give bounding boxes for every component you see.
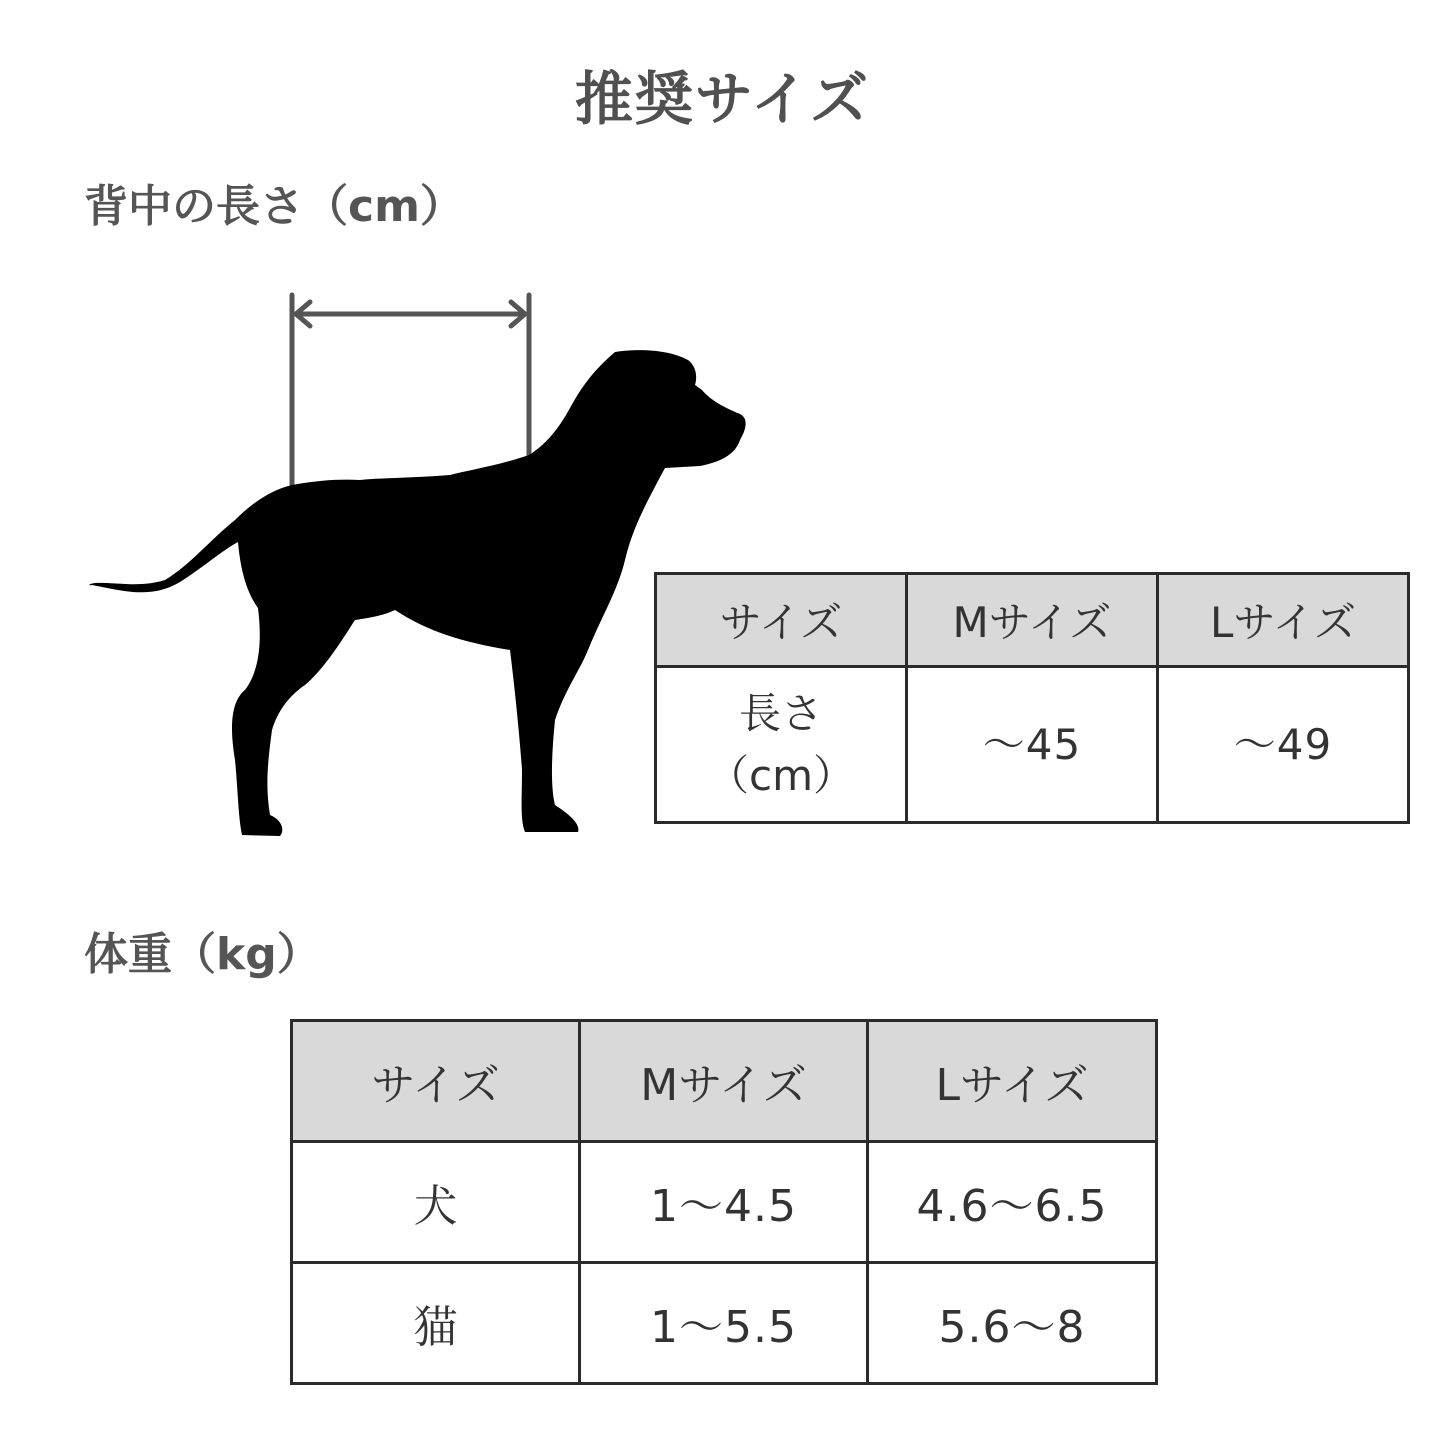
double-headed-arrow-icon bbox=[292, 295, 529, 485]
row-label-cat: 猫 bbox=[292, 1263, 580, 1384]
header-l-size: Lサイズ bbox=[1158, 574, 1409, 667]
cell-l-cat: 5.6〜8 bbox=[868, 1263, 1157, 1384]
row-label-line2: （cm） bbox=[706, 750, 855, 800]
dog-silhouette-icon bbox=[89, 350, 745, 836]
header-size: サイズ bbox=[292, 1021, 580, 1142]
cell-l-length: 〜49 bbox=[1158, 667, 1409, 823]
header-m-size: Mサイズ bbox=[907, 574, 1158, 667]
row-label-dog: 犬 bbox=[292, 1142, 580, 1263]
row-label-length bbox=[656, 667, 907, 823]
weight-size-table bbox=[290, 1019, 1158, 1385]
weight-section-heading: 体重（kg） bbox=[84, 929, 321, 980]
header-l-size: Lサイズ bbox=[868, 1021, 1157, 1142]
header-size: サイズ bbox=[656, 574, 907, 667]
table-row bbox=[292, 1263, 1157, 1384]
row-label-line1: 長さ bbox=[738, 688, 823, 738]
cell-m-length: 〜45 bbox=[907, 667, 1158, 823]
cell-l-dog: 4.6〜6.5 bbox=[868, 1142, 1157, 1263]
length-size-table bbox=[654, 572, 1410, 824]
header-m-size: Mサイズ bbox=[580, 1021, 868, 1142]
table-header-row bbox=[292, 1021, 1157, 1142]
cell-m-dog: 1〜4.5 bbox=[580, 1142, 868, 1263]
page-title: 推奨サイズ bbox=[574, 65, 871, 133]
cell-m-cat: 1〜5.5 bbox=[580, 1263, 868, 1384]
table-row bbox=[292, 1142, 1157, 1263]
length-section-heading: 背中の長さ（cm） bbox=[84, 181, 464, 232]
table-row bbox=[656, 667, 1409, 823]
table-header-row bbox=[656, 574, 1409, 667]
